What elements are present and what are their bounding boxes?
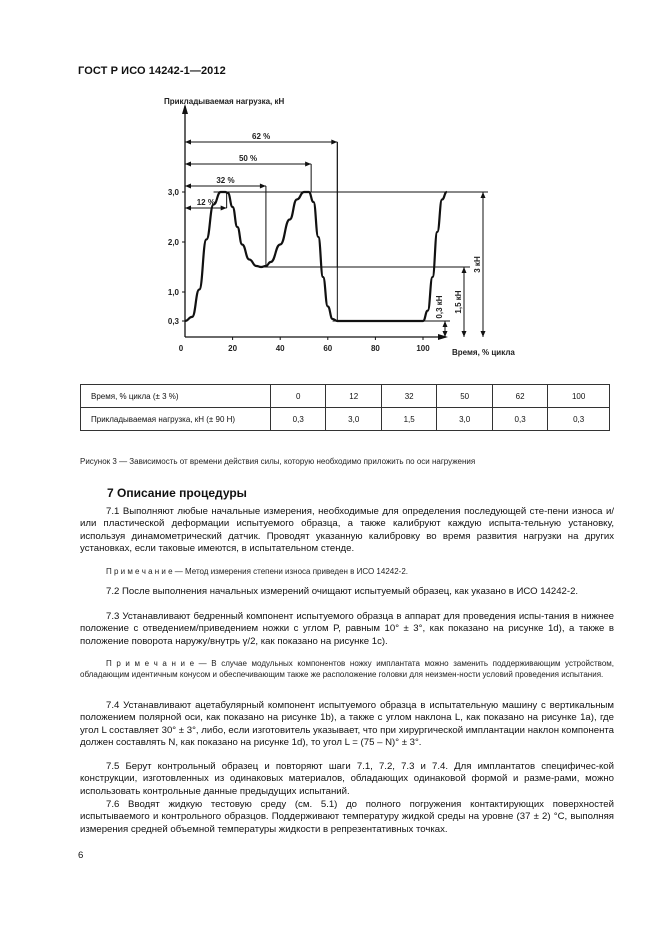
note-2: П р и м е ч а н и е — В случае модульных компонентов ножку имплантата можно заменить поддерживающим устройством, обладающим идентичным конусом и обеспечивающим также же расположение головки для неизмен-ности условий проведения испытания. [80,659,614,679]
paragraph-7-6: 7.6 Вводят жидкую тестовую среду (см. 5.1) до полного погружения контактирующих поверхностей испытываемого и контрольного образцов. Поддерживают температуру жидкой среды на уровне (37 ± 2) °С, выполняя измерения средней объемной температуры жидкости в репрезентативных точках. [80,799,614,835]
table-cell: 3,0 [437,408,492,431]
x-axis-label: Время, % цикла [452,348,515,357]
x-tick-label: 100 [416,344,430,353]
table-cell: 0 [271,385,326,408]
interval-label: 62 % [252,132,271,141]
dimension-arrow [462,331,467,337]
table-cell: 50 [437,385,492,408]
figure-caption: Рисунок 3 — Зависимость от времени действия силы, которую необходимо приложить по оси нагружения [80,457,476,466]
table-row [81,408,610,431]
load-curve [185,192,447,321]
table-cell: 62 [492,385,547,408]
dimension-label: 3 кН [473,256,482,273]
interval-arrow [221,206,227,211]
x-tick-label: 60 [323,344,333,353]
load-time-chart [150,92,550,362]
interval-arrow [260,184,266,189]
interval-label: 50 % [238,154,258,163]
interval-label: 12 % [196,198,215,207]
table-row-label: Прикладываемая нагрузка, кН (± 90 Н) [81,408,271,431]
paragraph-7-4: 7.4 Устанавливают ацетабулярный компонент испытуемого образца в испытательную машину с вертикальным положением полярной оси, как показано на рисунке 1b), а также с углом наклона L, как показано на рисунке 1a), где угол L составляет 30° ± 3°, либо, если изготовитель указывает, что при хирургической имплантации наклон компонента должен составлять N, как показано на рисунке 1d), то угол L = (75 – N)° ± 3°. [80,700,614,749]
interval-arrow [185,206,191,211]
paragraph-7-2: 7.2 После выполнения начальных измерений очищают испытуемый образец, как указано в ИСО 14242-2. [106,586,579,597]
dimension-label: 1,5 кН [454,290,463,314]
interval-arrow [185,162,191,167]
table-cell: 100 [548,385,610,408]
x-tick-label: 0 [178,344,184,353]
interval-arrow [185,184,191,189]
paragraph-7-3: 7.3 Устанавливают бедренный компонент испытуемого образца в аппарат для проведения испы-тания в нижнее положение с отведением/приведением ножки с углом P, равным 10° ± 3°, как показано на рисунке 1d), а также в положение поворота наружу/внутрь γ/2, как показано на рисунке 1c). [80,611,614,647]
table-cell: 3,0 [326,408,381,431]
table-cell: 0,3 [271,408,326,431]
dimension-arrow [462,267,467,273]
y-tick-label: 1,0 [167,288,179,297]
table-cell: 32 [381,385,436,408]
x-axis-arrow [438,334,448,340]
y-tick-label: 3,0 [167,188,179,197]
interval-arrow [331,140,337,145]
paragraph-7-5: 7.5 Берут контрольный образец и повторяют шаги 7.1, 7.2, 7.3 и 7.4. Для имплантатов специфичес-кой конструкции, изготовленных из одинаковых материалов, обладающих одинаковой формой и разме-рами, можно использовать контрольные данные предыдущих испытаний. [80,761,614,797]
load-table [80,384,610,431]
table-row-label: Время, % цикла (± 3 %) [81,385,271,408]
section-title: 7 Описание процедуры [107,486,247,500]
table-cell: 12 [326,385,381,408]
interval-label: 32 % [216,176,235,185]
table-cell: 0,3 [548,408,610,431]
table-row [81,385,610,408]
y-tick-label: 0,3 [167,317,179,326]
note-1: П р и м е ч а н и е — Метод измерения степени износа приведен в ИСО 14242-2. [106,567,409,576]
page-number: 6 [78,850,84,861]
table-cell: 0,3 [492,408,547,431]
dimension-arrow [481,331,486,337]
paragraph-7-1: 7.1 Выполняют любые начальные измерения, необходимые для определения последующей сте-пени износа и/или пластической деформации испытуемого образца, а также калибруют каждую испыта-тельную установку, используя динамометрический датчик. Проводят указанную калибровку во время развития нагрузки на других установках, если таковые имеются, в испытательном стенде. [80,506,614,555]
x-tick-label: 20 [228,344,238,353]
dimension-label: 0,3 кН [435,295,444,319]
x-tick-label: 40 [275,344,285,353]
x-tick-label: 80 [370,344,380,353]
table-cell: 1,5 [381,408,436,431]
dimension-arrow [443,321,448,327]
document-header: ГОСТ Р ИСО 14242-1—2012 [78,65,226,77]
y-tick-label: 2,0 [167,238,179,247]
y-axis-label: Прикладываемая нагрузка, кН [164,97,285,106]
interval-arrow [305,162,311,167]
interval-arrow [185,140,191,145]
dimension-arrow [481,192,486,198]
